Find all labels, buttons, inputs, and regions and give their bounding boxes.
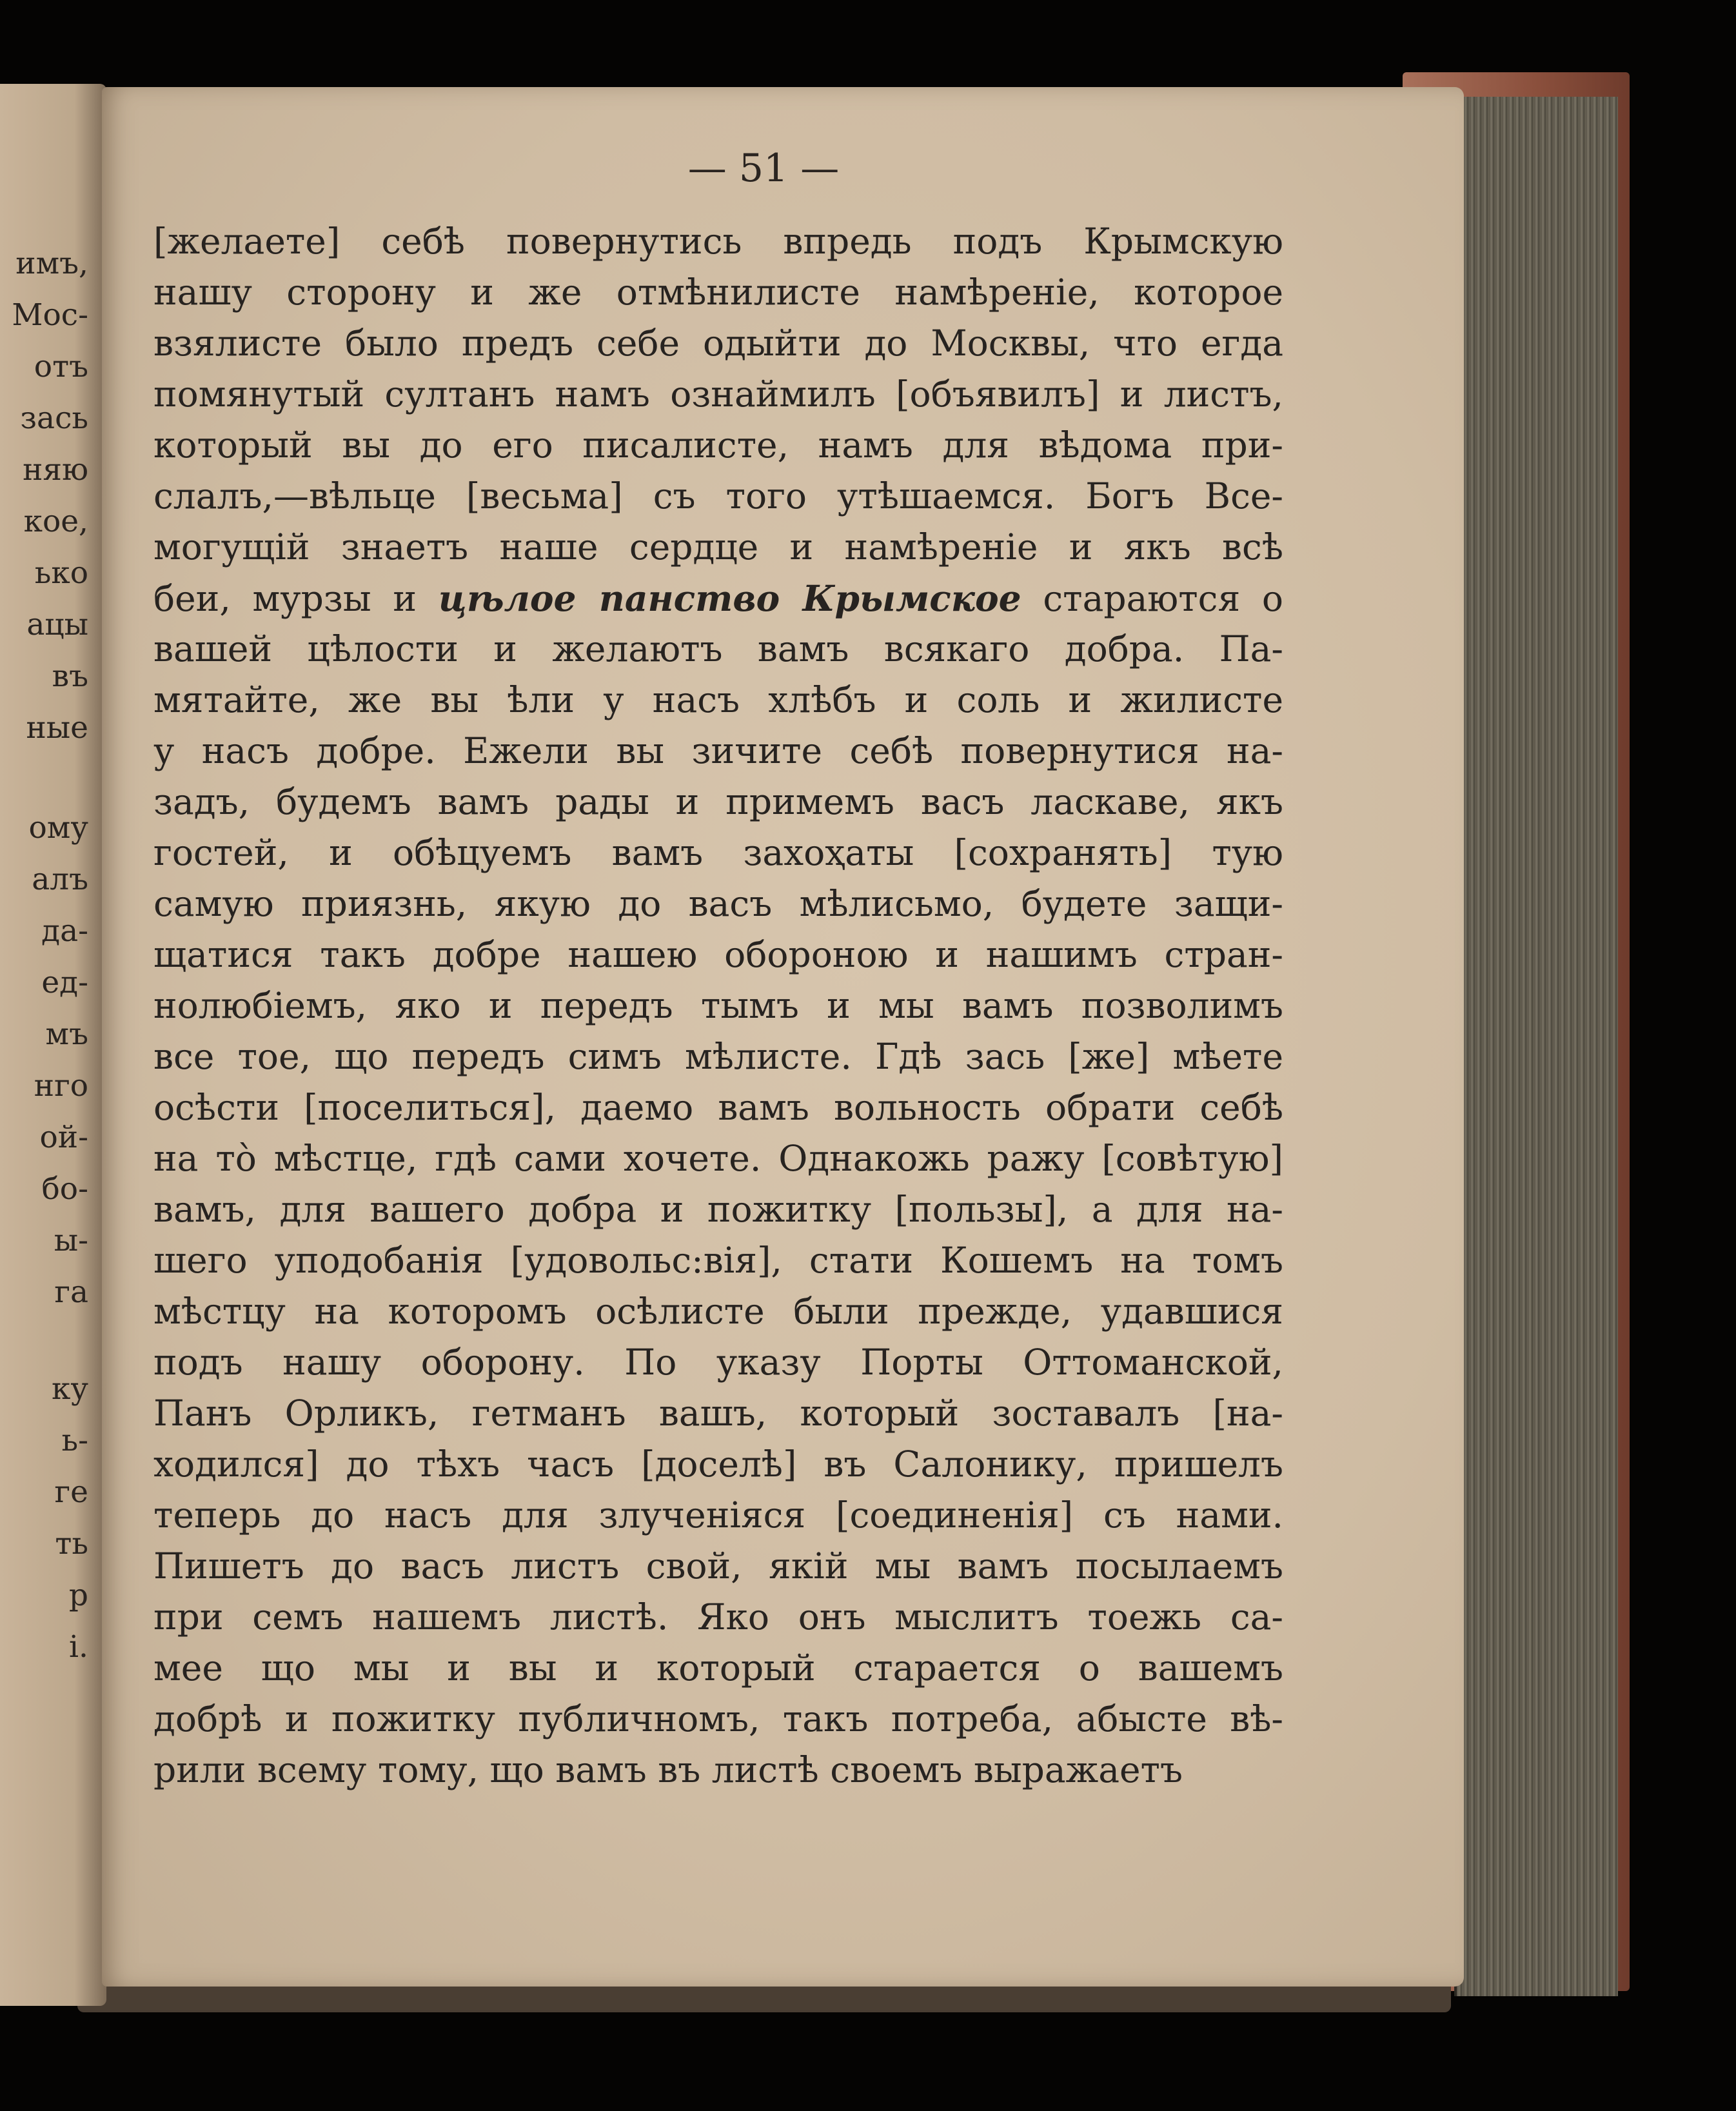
text-line-part: добрѣ и пожитку публичномъ, такъ потреба, абысте вѣ- bbox=[153, 1698, 1283, 1739]
text-line-part: ходился] до тѣхъ часъ [доселѣ] въ Салонику, пришелъ bbox=[153, 1443, 1283, 1485]
text-line-part: самую приязнь, якую до васъ мѣлисьмо, будете защи- bbox=[153, 883, 1283, 924]
text-line bbox=[153, 777, 1283, 828]
text-line bbox=[153, 726, 1283, 777]
text-line bbox=[153, 318, 1283, 369]
text-line-part: могущій знаетъ наше сердце и намѣреніе и якъ всѣ bbox=[153, 526, 1283, 568]
emphasized-phrase: цѣлое панство Крымское bbox=[438, 577, 1021, 619]
text-line bbox=[153, 1031, 1283, 1082]
previous-page-fragment: алъ bbox=[32, 862, 88, 897]
previous-page-fragment: ные bbox=[26, 710, 88, 746]
text-line bbox=[153, 420, 1283, 471]
text-line-part: щатися такъ добре нашею обороною и нашимъ стран- bbox=[153, 934, 1283, 975]
text-line-part: задъ, будемъ вамъ рады и примемъ васъ ласкаве, якъ bbox=[153, 781, 1283, 822]
text-line-part: нашу сторону и же отмѣнилисте намѣреніе, которое bbox=[153, 272, 1283, 313]
text-line-part: помянутый султанъ намъ ознаймилъ [объявилъ] и листъ, bbox=[153, 373, 1283, 415]
previous-page-fragment: і. bbox=[69, 1629, 88, 1665]
previous-page-fragment: кое, bbox=[23, 504, 88, 539]
previous-page-fragment: ько bbox=[34, 555, 88, 591]
text-line-part: у насъ добре. Ежели вы зичите себѣ повернутися на- bbox=[153, 730, 1283, 771]
text-line-part: вашей цѣлости и желаютъ вамъ всякаго добра. Па- bbox=[153, 628, 1283, 669]
text-line-part: все тое, що передъ симъ мѣлисте. Гдѣ зась [же] мѣете bbox=[153, 1036, 1283, 1077]
text-line bbox=[153, 675, 1283, 726]
previous-page-fragment: ед- bbox=[41, 965, 88, 1000]
text-line bbox=[153, 1643, 1283, 1694]
previous-page-fragment: га bbox=[54, 1274, 88, 1310]
page-body-text bbox=[153, 216, 1283, 1796]
previous-page-fragment: имъ, bbox=[15, 246, 88, 281]
previous-page-sliver bbox=[0, 84, 106, 2006]
text-line bbox=[153, 878, 1283, 929]
previous-page-fragment: мъ bbox=[45, 1016, 88, 1052]
text-line-part: рили всему тому, що вамъ въ листѣ своемъ выражаетъ bbox=[153, 1749, 1183, 1790]
text-line-part: теперь до насъ для злученіяся [соединенія] съ нами. bbox=[153, 1494, 1283, 1536]
text-line bbox=[153, 573, 1283, 624]
text-line bbox=[153, 929, 1283, 980]
text-line bbox=[153, 216, 1283, 267]
previous-page-fragment: няю bbox=[23, 452, 88, 488]
text-line bbox=[153, 1592, 1283, 1643]
page-number: — 51 — bbox=[687, 146, 840, 191]
previous-page-fragment: да- bbox=[41, 913, 88, 949]
previous-page-fragment: ь- bbox=[61, 1423, 88, 1458]
text-line-part: Панъ Орликъ, гетманъ вашъ, который зоставалъ [на- bbox=[153, 1392, 1283, 1434]
text-line bbox=[153, 522, 1283, 573]
text-line-part: гостей, и обѣцуемъ вамъ захоҳаты [сохранять] тую bbox=[153, 832, 1283, 873]
text-line-part: Пишетъ до васъ листъ свой, якій мы вамъ посылаемъ bbox=[153, 1545, 1283, 1587]
text-line bbox=[153, 1541, 1283, 1592]
text-line bbox=[153, 1184, 1283, 1235]
text-line-part: мятайте, же вы ѣли у насъ хлѣбъ и соль и жилисте bbox=[153, 679, 1283, 720]
text-line-part: подъ нашу оборону. По указу Порты Оттоманской, bbox=[153, 1342, 1283, 1383]
previous-page-fragment: ге bbox=[54, 1474, 88, 1510]
previous-page-fragment: ку bbox=[51, 1371, 88, 1407]
page-block-edges bbox=[1454, 97, 1618, 1996]
previous-page-fragment: зась bbox=[20, 401, 88, 436]
previous-page-fragment: ому bbox=[28, 810, 88, 846]
book-page bbox=[102, 87, 1464, 1987]
text-line bbox=[153, 471, 1283, 522]
text-line bbox=[153, 267, 1283, 318]
text-line-part: слалъ,—вѣльце [весьма] съ того утѣшаемся. Богъ Все- bbox=[153, 475, 1283, 517]
previous-page-fragment: Мос- bbox=[12, 297, 88, 333]
text-line-part: шего уподобанія [удовольс:вія], стати Кошемъ на томъ bbox=[153, 1240, 1283, 1281]
text-line bbox=[153, 1490, 1283, 1541]
text-line-part: осѣсти [поселиться], даемо вамъ вольность обрати себѣ bbox=[153, 1087, 1283, 1128]
previous-page-fragment: нго bbox=[34, 1068, 88, 1104]
text-line-part: при семъ нашемъ листѣ. Яко онъ мыслитъ тоежь са- bbox=[153, 1596, 1283, 1638]
previous-page-fragment: ть bbox=[55, 1526, 88, 1561]
text-line-part: на тò мѣстце, гдѣ сами хочете. Однакожь ражу [совѣтую] bbox=[153, 1138, 1283, 1179]
text-line bbox=[153, 828, 1283, 878]
previous-page-fragment: р bbox=[68, 1578, 88, 1613]
text-line bbox=[153, 1388, 1283, 1439]
previous-page-fragment: бо- bbox=[41, 1171, 88, 1207]
text-line bbox=[153, 980, 1283, 1031]
previous-page-fragment: ой- bbox=[39, 1120, 88, 1155]
text-line bbox=[153, 1286, 1283, 1337]
text-line bbox=[153, 1082, 1283, 1133]
previous-page-fragment: отъ bbox=[34, 349, 88, 384]
text-line-part: который вы до его писалисте, намъ для вѣдома при- bbox=[153, 424, 1283, 466]
text-line-part: нолюбіемъ, яко и передъ тымъ и мы вамъ позволимъ bbox=[153, 985, 1283, 1026]
text-line bbox=[153, 1235, 1283, 1286]
text-line-part: стараются о bbox=[1021, 578, 1283, 619]
text-line bbox=[153, 1745, 1283, 1796]
text-line bbox=[153, 1337, 1283, 1388]
previous-page-fragment: ы- bbox=[54, 1223, 88, 1258]
previous-page-fragment: въ bbox=[52, 659, 88, 694]
text-line bbox=[153, 1439, 1283, 1490]
text-line-part: взялисте было предъ себе одыйти до Москвы, что егда bbox=[153, 322, 1283, 364]
text-line-part: вамъ, для вашего добра и пожитку [пользы], а для на- bbox=[153, 1189, 1283, 1230]
previous-page-fragment: ацы bbox=[26, 607, 88, 642]
text-line-part: беи, мурзы и bbox=[153, 578, 439, 619]
text-line bbox=[153, 1694, 1283, 1745]
text-line bbox=[153, 1133, 1283, 1184]
text-line-part: мѣстцу на которомъ осѣлисте были прежде, удавшися bbox=[153, 1291, 1283, 1332]
text-line bbox=[153, 369, 1283, 420]
text-line bbox=[153, 624, 1283, 675]
text-line-part: [желаете] себѣ повернутись впредь подъ Крымскую bbox=[153, 221, 1283, 262]
text-line-part: мее що мы и вы и который старается о вашемъ bbox=[153, 1647, 1283, 1689]
